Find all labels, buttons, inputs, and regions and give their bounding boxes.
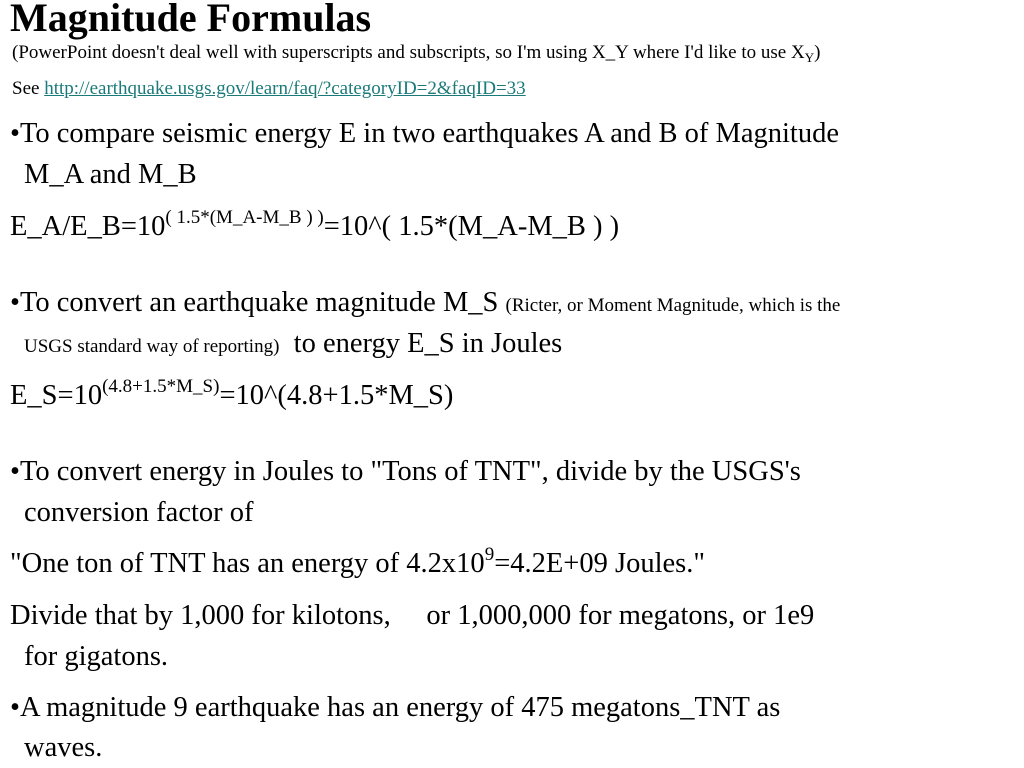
formula-energy-ratio-exponent: ( 1.5*(M_A-M_B ) ) <box>165 207 324 228</box>
bullet-tnt-line1: •To convert energy in Joules to "Tons of TNT", divide by the USGS's <box>10 456 801 487</box>
bullet-tnt-line2: conversion factor of <box>24 497 254 528</box>
bullet-convert-line1 <box>10 283 840 326</box>
divide-line1: Divide that by 1,000 for kilotons, or 1,000,000 for megatons, or 1e9 <box>10 600 815 631</box>
formula-energy-joules-rest: =10^(4.8+1.5*M_S) <box>219 380 454 411</box>
notation-note-close: ) <box>814 42 821 63</box>
see-label: See <box>12 78 45 99</box>
see-line <box>12 78 526 100</box>
formula-energy-joules-exponent: (4.8+1.5*M_S) <box>102 376 220 397</box>
tnt-quote-exponent: 9 <box>484 544 495 565</box>
notation-note <box>12 42 820 69</box>
bullet-convert-lead: •To convert an earthquake magnitude M_S <box>10 287 506 318</box>
bullet-convert-tail: to energy E_S in Joules <box>279 328 563 359</box>
slide-title: Magnitude Formulas <box>10 0 372 40</box>
formula-energy-ratio-base: E_A/E_B=10 <box>10 211 166 242</box>
formula-energy-joules <box>10 376 453 416</box>
formula-energy-ratio <box>10 207 619 247</box>
bullet-compare-line1: •To compare seismic energy E in two earthquakes A and B of Magnitude <box>10 118 840 149</box>
usgs-faq-link[interactable]: http://earthquake.usgs.gov/learn/faq/?categoryID=2&faqID=33 <box>44 78 526 99</box>
bullet-compare-line2: M_A and M_B <box>24 159 197 190</box>
tnt-quote-pre: "One ton of TNT has an energy of 4.2x10 <box>10 548 485 579</box>
bullet-convert-aside1: (Ricter, or Moment Magnitude, which is the <box>505 295 841 316</box>
tnt-conversion-quote <box>10 544 705 584</box>
tnt-quote-post: =4.2E+09 Joules." <box>494 548 706 579</box>
bullet-magnitude9-line1: •A magnitude 9 earthquake has an energy of 475 megatons_TNT as <box>10 692 781 723</box>
notation-note-subscript: Y <box>804 50 815 65</box>
bullet-convert-line2 <box>24 324 562 367</box>
formula-energy-ratio-rest: =10^( 1.5*(M_A-M_B ) ) <box>323 211 620 242</box>
formula-energy-joules-base: E_S=10 <box>10 380 103 411</box>
bullet-convert-aside2: USGS standard way of reporting) <box>24 336 280 357</box>
divide-line2: for gigatons. <box>24 641 169 672</box>
notation-note-text: (PowerPoint doesn't deal well with superscripts and subscripts, so I'm using X_Y where I'd like to use X <box>12 42 805 63</box>
bullet-magnitude9-line2: waves. <box>24 732 103 763</box>
